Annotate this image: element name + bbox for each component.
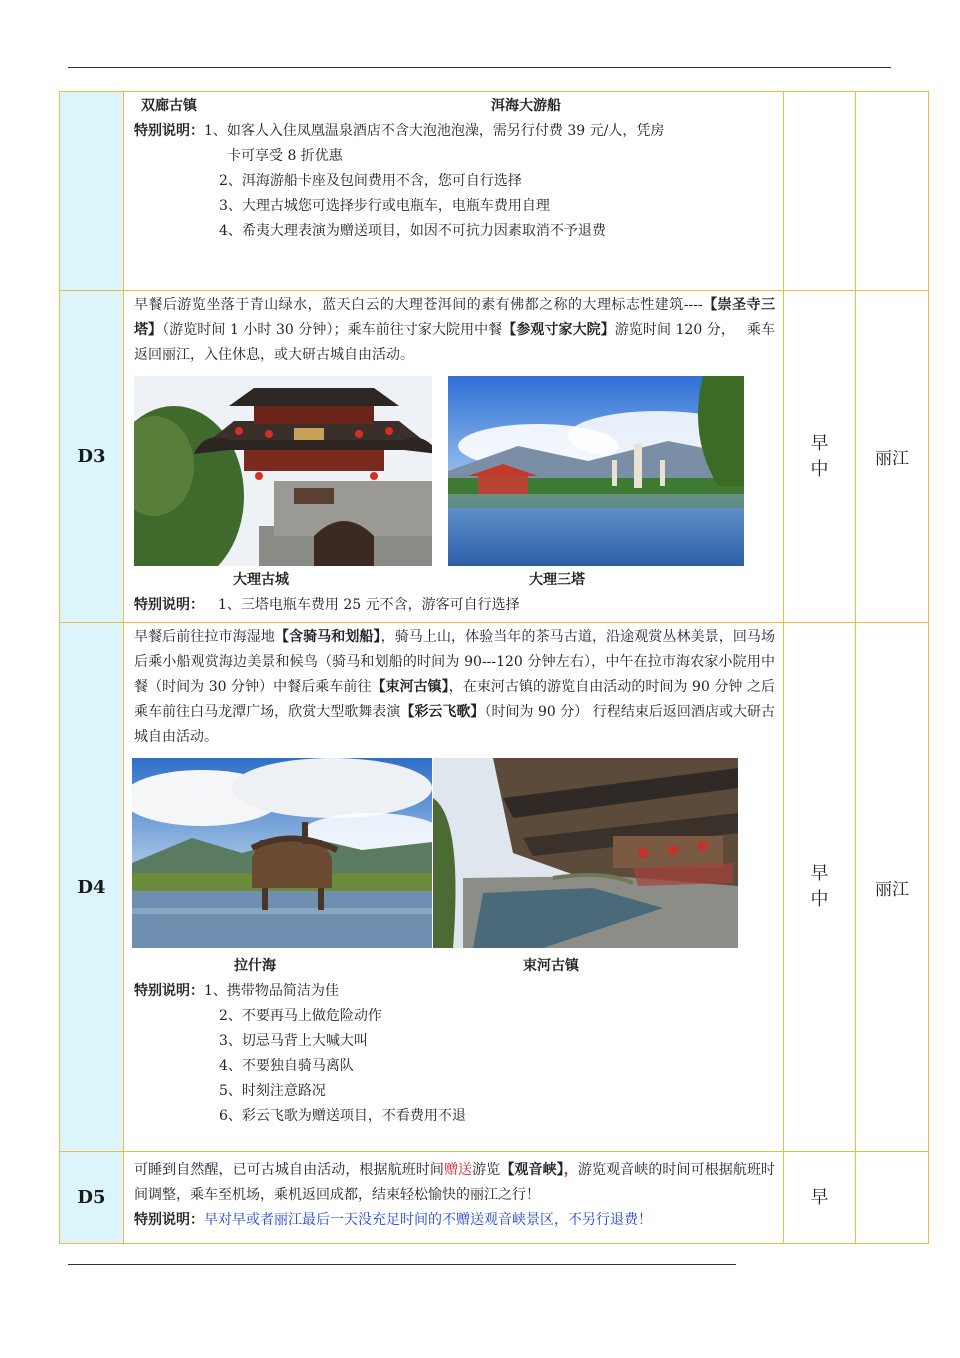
photo-strip — [134, 754, 775, 954]
highlight-attraction: 【观音峡】 — [500, 1162, 564, 1178]
itinerary-row-d2-continued — [60, 92, 929, 291]
note-item: 6、彩云飞歌为赠送项目，不看费用不退 — [219, 1108, 466, 1124]
highlight-gift: 赠送 — [443, 1162, 473, 1178]
description-text: ，在束河古镇的游览自由活动的时间为 90 分钟 之后乘车前往白马龙潭广场，欣赏大型歌舞表演 — [134, 679, 775, 720]
description-text: 可睡到自然醒，已可古城自由活动，根据航班时间 — [134, 1162, 444, 1178]
photo-caption: 大理古城 — [233, 572, 289, 588]
photo-caption: 拉什海 — [234, 958, 276, 974]
day-description — [134, 1158, 775, 1208]
header-rule — [68, 67, 891, 68]
meal-breakfast: 早 — [810, 863, 829, 884]
photo-dali-ancient-city — [134, 376, 432, 566]
note-label: 特别说明： — [134, 597, 204, 613]
note-label: 特别说明： — [134, 983, 204, 999]
photo-captions — [134, 94, 775, 119]
itinerary-row-d5 — [60, 1152, 929, 1244]
photo-lashi-lake — [132, 758, 432, 948]
meal-cell — [784, 291, 856, 623]
footer-rule — [68, 1264, 736, 1265]
day-content — [124, 623, 784, 1152]
day-description — [134, 293, 775, 368]
special-note — [134, 1208, 775, 1233]
meal-cell — [784, 623, 856, 1152]
special-note — [134, 119, 775, 144]
photo-caption: 大理三塔 — [529, 572, 585, 588]
note-item: 早对早或者丽江最后一天没充足时间的不赠送观音峡景区，不另行退费！ — [204, 1212, 652, 1228]
note-item: 2、洱海游船卡座及包间费用不含，您可自行选择 — [219, 173, 522, 189]
photo-caption: 洱海大游船 — [491, 98, 561, 114]
note-item: 4、不要独自骑马离队 — [219, 1058, 354, 1074]
description-text: 游览 — [472, 1162, 501, 1178]
hotel-cell: 丽江 — [856, 623, 929, 1152]
description-text: 。 — [400, 347, 414, 363]
description-text: 游览观音峡的时间可根据航班时间调整，乘车至机场，乘机返回成都，结束轻松愉快的丽江之行！ — [134, 1162, 776, 1203]
photo-strip — [134, 372, 775, 568]
meal-lunch: 中 — [810, 458, 829, 480]
special-note — [134, 979, 775, 1004]
note-item: 1、如客人入住凤凰温泉酒店不含大泡池泡澡，需另行付费 39 元/人，凭房 — [204, 123, 665, 139]
day-label: D5 — [60, 1152, 124, 1244]
meal-cell — [784, 92, 856, 291]
special-note — [134, 593, 775, 618]
day-content — [124, 291, 784, 623]
description-text: ，骑马上山，体验当年的茶马古道，沿途观赏丛林美景，回马场后乘小船观赏海边美景和候鸟（骑马和划船的时间为 90---120 分钟左右），中午在拉市海农家小院用中餐（时间为 30 分钟）中餐后乘车前往 — [134, 629, 776, 695]
day-content — [124, 92, 784, 291]
photo-caption: 束河古镇 — [523, 958, 579, 974]
photo-caption: 双廊古镇 — [141, 98, 197, 114]
hotel-cell — [856, 92, 929, 291]
note-item: 3、切忌马背上大喊大叫 — [219, 1033, 368, 1049]
note-item: 5、时刻注意路况 — [219, 1083, 326, 1099]
description-text: （游览时间 1 小时 30 分钟）；乘车前往寸家大院用中餐 — [162, 322, 503, 338]
meal-cell — [784, 1152, 856, 1244]
note-item: 2、不要再马上做危险动作 — [219, 1008, 382, 1024]
itinerary-table — [59, 91, 929, 1244]
day-cell — [60, 92, 124, 291]
note-label: 特别说明： — [134, 1212, 204, 1228]
note-item: 1、三塔电瓶车费用 25 元不含，游客可自行选择 — [218, 597, 520, 613]
itinerary-row-d4 — [60, 623, 929, 1152]
description-text: 早餐后前往拉市海湿地 — [134, 629, 275, 645]
meal-breakfast: 早 — [810, 1186, 829, 1208]
highlight-attraction: 【束河古镇】 — [371, 679, 449, 695]
hotel-cell — [856, 1152, 929, 1244]
highlight-attraction: 【崇圣寺三塔】 — [134, 297, 776, 338]
meal-lunch: 中 — [810, 889, 829, 910]
hotel-cell: 丽江 — [856, 291, 929, 623]
photo-shuhe-town — [433, 758, 738, 948]
description-text: 早餐后游览坐落于青山绿水，蓝天白云的大理苍洱间的素有佛都之称的大理标志性建筑---- — [134, 297, 703, 313]
day-label: D3 — [60, 291, 124, 623]
description-text: （时间为 90 分） 行程结束后返回酒店或大研古城自由活动。 — [134, 704, 775, 745]
note-item: 1、携带物品简洁为佳 — [204, 983, 339, 999]
photo-dali-three-pagodas — [448, 376, 744, 566]
description-text: 游览时间 120 分， — [614, 322, 735, 338]
note-item: 4、希夷大理表演为赠送项目，如因不可抗力因素取消不予退费 — [219, 223, 606, 239]
highlight-attraction: 【参观寸家大院】 — [502, 322, 615, 338]
description-text: 乘车返回丽江，入住休息，或大研古城自由活动 — [134, 322, 776, 363]
description-text: ， — [563, 1162, 578, 1178]
note-label: 特别说明： — [134, 123, 204, 139]
day-label: D4 — [60, 623, 124, 1152]
day-content — [124, 1152, 784, 1244]
note-item: 卡可享受 8 折优惠 — [227, 148, 343, 164]
day-description — [134, 625, 775, 750]
photo-captions — [134, 954, 775, 979]
note-item: 3、大理古城您可选择步行或电瓶车，电瓶车费用自理 — [219, 198, 550, 214]
highlight-attraction: 【彩云飞歌】 — [400, 704, 485, 720]
itinerary-row-d3 — [60, 291, 929, 623]
photo-captions — [134, 568, 775, 593]
meal-breakfast: 早 — [810, 432, 829, 454]
highlight-attraction: 【含骑马和划船】 — [274, 629, 381, 645]
